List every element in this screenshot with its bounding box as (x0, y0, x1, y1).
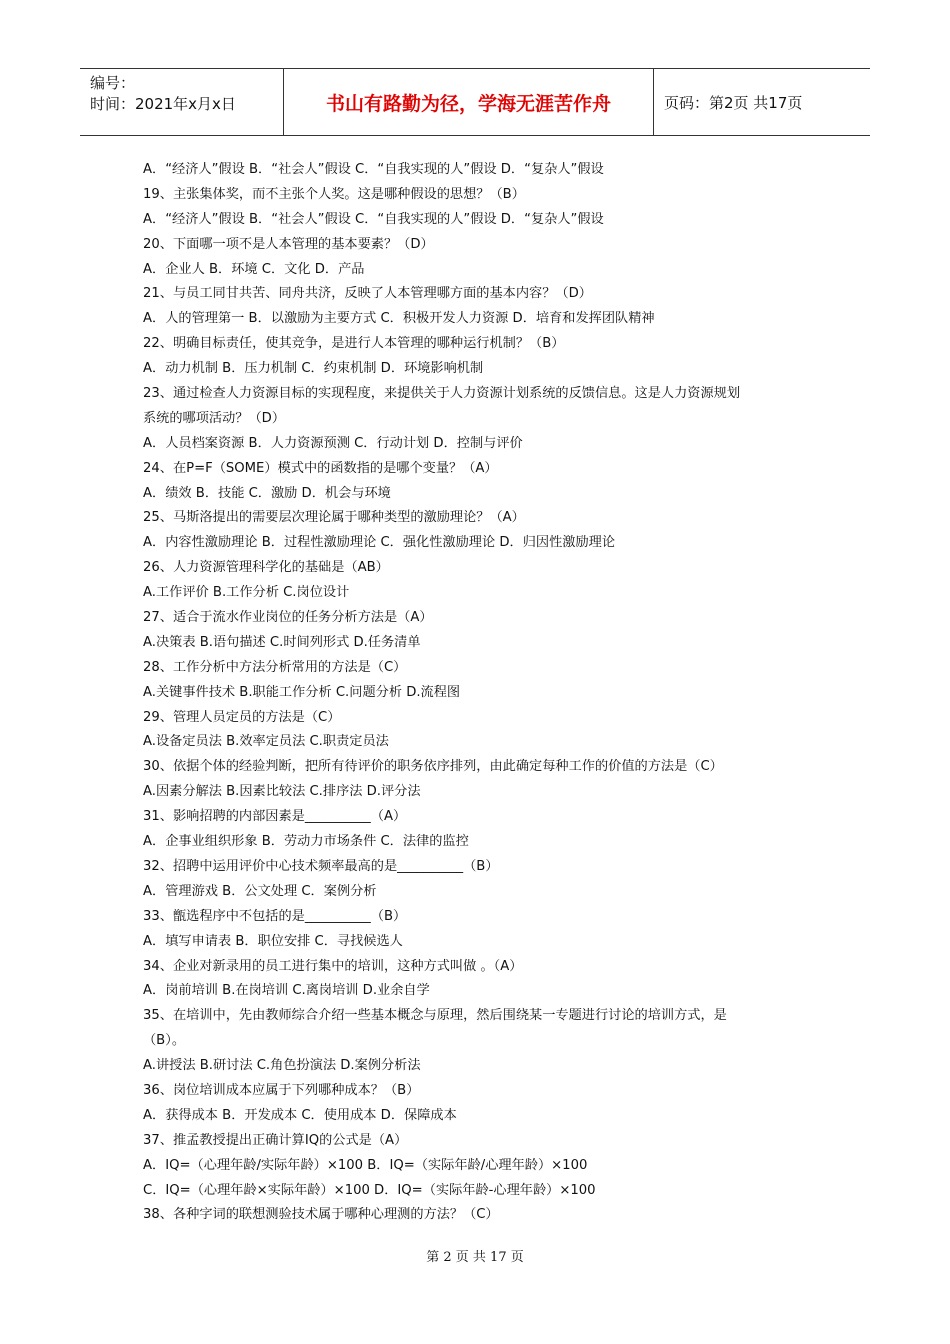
text-line: A．IQ=（心理年龄/实际年龄）×100 B．IQ=（实际年龄/心理年龄）×100 (143, 1157, 588, 1173)
text-line: 35、在培训中，先由教师综合介绍一些基本概念与原理，然后围绕某一专题进行讨论的培训方式，是 (143, 1008, 727, 1024)
text-line: A．人的管理第一 B．以激励为主要方式 C．积极开发人力资源 D．培育和发挥团队精神 (143, 311, 655, 327)
text-line: A.决策表 B.语句描述 C.时间列形式 D.任务清单 (143, 634, 421, 650)
text-line: A.因素分解法 B.因素比较法 C.排序法 D.评分法 (143, 784, 421, 800)
text-line: 34、企业对新录用的员工进行集中的培训，这种方式叫做 。（A） (143, 958, 523, 974)
header-motto: 书山有路勤为径，学海无涯苦作舟 (284, 69, 654, 135)
text-line: A．绩效 B．技能 C．激励 D．机会与环境 (143, 485, 391, 501)
text-line: A．动力机制 B．压力机制 C．约束机制 D．环境影响机制 (143, 361, 484, 377)
text-line: 27、适合于流水作业岗位的任务分析方法是（A） (143, 610, 433, 626)
text-line: C．IQ=（心理年龄×实际年龄）×100 D．IQ=（实际年龄-心理年龄）×100 (143, 1182, 596, 1198)
text-line: 38、各种字词的联想测验技术属于哪种心理测的方法？（C） (143, 1207, 499, 1223)
text-line: 28、工作分析中方法分析常用的方法是（C） (143, 659, 407, 675)
text-line: 22、明确目标责任，使其竞争，是进行人本管理的哪种运行机制？（B） (143, 336, 565, 352)
text-line: A．“经济人”假设 B．“社会人”假设 C．“自我实现的人”假设 D．“复杂人”假设 (143, 162, 604, 177)
text-line: 25、马斯洛提出的需要层次理论属于哪种类型的激励理论？（A） (143, 510, 525, 526)
text-line: A．企事业组织形象 B．劳动力市场条件 C．法律的监控 (143, 834, 469, 850)
text-line: 36、岗位培训成本应属于下列哪种成本？（B） (143, 1082, 420, 1098)
text-line: A．企业人 B．环境 C．文化 D．产品 (143, 261, 365, 277)
text-line: A.关键事件技术 B.职能工作分析 C.问题分析 D.流程图 (143, 684, 461, 700)
code-label: 编号： (90, 74, 136, 92)
text-line: A．“经济人”假设 B．“社会人”假设 C．“自我实现的人”假设 D．“复杂人”假设 (143, 211, 604, 227)
text-line: 31、影响招聘的内部因素是__________（A） (143, 809, 407, 825)
text-line: A.设备定员法 B.效率定员法 C.职责定员法 (143, 734, 389, 750)
text-line: A．人员档案资源 B．人力资源预测 C．行动计划 D．控制与评价 (143, 435, 523, 451)
text-line: 23、通过检查人力资源目标的实现程度，来提供关于人力资源计划系统的反馈信息。这是人力资源规划 (143, 386, 741, 402)
text-line: 32、招聘中运用评价中心技术频率最高的是__________（B） (143, 858, 499, 874)
page-header (80, 68, 870, 136)
text-line: A．管理游戏 B．公文处理 C．案例分析 (143, 883, 377, 899)
text-line: 37、推孟教授提出正确计算IQ的公式是（A） (143, 1132, 408, 1148)
text-line: 20、下面哪一项不是人本管理的基本要素？（D） (143, 236, 434, 252)
text-line: A．获得成本 B．开发成本 C．使用成本 D．保障成本 (143, 1107, 457, 1123)
header-meta (80, 69, 284, 135)
text-line: （B）。 (143, 1033, 186, 1049)
text-line: 26、人力资源管理科学化的基础是（AB） (143, 560, 389, 576)
text-line: 系统的哪项活动？（D） (143, 410, 286, 426)
text-line: 30、依据个体的经验判断，把所有待评价的职务依序排列，由此确定每种工作的价值的方法是（C） (143, 759, 723, 775)
text-line: A．填写申请表 B．职位安排 C．寻找候选人 (143, 933, 403, 949)
text-line: A．岗前培训 B.在岗培训 C.离岗培训 D.业余自学 (143, 983, 430, 999)
document-body (143, 158, 823, 1228)
text-line: 19、主张集体奖，而不主张个人奖。这是哪种假设的思想？（B） (143, 186, 525, 202)
text-line: A．内容性激励理论 B．过程性激励理论 C．强化性激励理论 D．归因性激励理论 (143, 535, 616, 551)
text-line: 33、甑选程序中不包括的是__________（B） (143, 908, 407, 924)
text-line: A.讲授法 B.研讨法 C.角色扮演法 D.案例分析法 (143, 1058, 421, 1074)
text-line: A.工作评价 B.工作分析 C.岗位设计 (143, 585, 350, 601)
header-page-label: 页码：第2页 共17页 (664, 93, 803, 112)
text-line: 21、与员工同甘共苦、同舟共济，反映了人本管理哪方面的基本内容？（D） (143, 286, 592, 302)
page-footer: 第 2 页 共 17 页 (426, 1250, 524, 1265)
text-line: 24、在P=F（SOME）模式中的函数指的是哪个变量？（A） (143, 460, 498, 476)
text-line: 29、管理人员定员的方法是（C） (143, 709, 341, 725)
date-label: 时间：2021年x月x日 (90, 95, 236, 113)
